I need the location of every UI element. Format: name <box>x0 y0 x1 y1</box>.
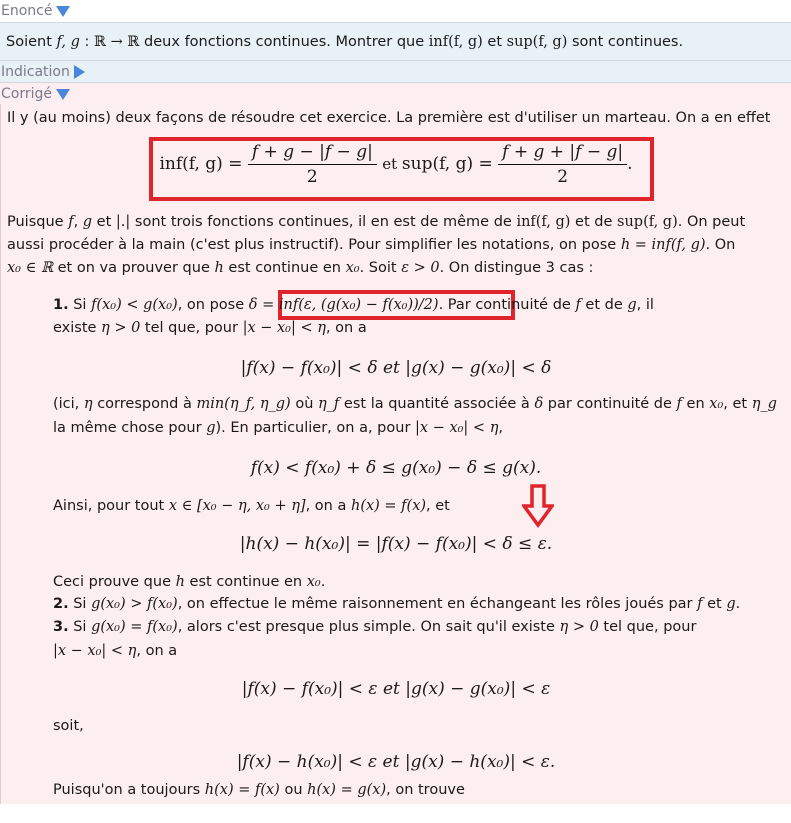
math: h <box>214 260 224 276</box>
text: . <box>320 574 326 590</box>
triangle-down-icon[interactable] <box>56 89 70 100</box>
math: η_g <box>751 396 777 412</box>
text: et de <box>570 214 618 230</box>
math: δ <box>534 396 544 412</box>
text: aussi procéder à la main (c'est plus instructif). Pour simplifier les notations, on pose <box>7 237 621 253</box>
math: f <box>575 297 581 313</box>
text: Puisque <box>7 214 69 230</box>
text: et <box>92 214 116 230</box>
text: Puisqu'on a toujours <box>53 782 205 798</box>
text: et <box>482 34 507 50</box>
indication-header[interactable] <box>0 60 791 82</box>
text: Si <box>68 596 92 612</box>
math: f <box>676 396 682 412</box>
equation-3: |h(x) − h(x₀)| = |f(x) − f(x₀)| < δ ≤ ε. <box>239 534 553 554</box>
text: ou <box>279 782 308 798</box>
math: x₀ <box>345 260 360 276</box>
math: ε > 0 <box>401 260 440 276</box>
text: deux fonctions continues. Montrer que <box>139 34 429 50</box>
numerator: f + g − |f − g| <box>248 142 377 165</box>
arrow-down-icon <box>522 484 554 528</box>
math: x₀ <box>306 574 321 590</box>
enonce-label[interactable]: Enoncé <box>1 3 53 19</box>
text: . On peut <box>677 214 746 230</box>
text: sont trois fonctions continues, il en est de même de <box>130 214 517 230</box>
math: min(η_f, η_g) <box>196 396 291 412</box>
text: , et <box>426 498 450 514</box>
math: g(x₀) = f(x₀) <box>91 619 178 635</box>
text: . Soit <box>359 260 402 276</box>
text: ). En particulier, on a, pour <box>215 420 416 436</box>
text: , <box>73 214 83 230</box>
case-1-line-3 <box>53 396 777 412</box>
math: |.| <box>115 214 131 230</box>
text: , alors c'est presque plus simple. On sait qu'il existe <box>177 619 560 635</box>
text: et <box>702 596 727 612</box>
case-1-line-5 <box>53 498 450 514</box>
triangle-down-icon[interactable] <box>56 6 70 17</box>
para-1 <box>7 214 745 230</box>
math: g <box>206 420 216 436</box>
math: η > 0 <box>559 619 599 635</box>
denominator: 2 <box>306 167 318 187</box>
math: x ∈ [x₀ − η, x₀ + η] <box>168 498 306 514</box>
math: f(x₀) < g(x₀) <box>91 297 178 313</box>
formula-inf-sup <box>1 142 791 187</box>
text: , on a <box>305 498 351 514</box>
math: η <box>83 396 93 412</box>
case-3-line-1 <box>53 619 696 635</box>
math: inf(f, g) = <box>159 154 248 174</box>
text: en <box>681 396 710 412</box>
corrige-body <box>0 104 791 804</box>
equation-1: |f(x) − f(x₀)| < δ et |g(x) − g(x₀)| < δ <box>240 358 552 378</box>
equation-5: |f(x) − h(x₀)| < ε et |g(x) − h(x₀)| < ε. <box>236 752 556 772</box>
math: g <box>726 596 736 612</box>
math: inf(f, g) <box>516 214 571 230</box>
list-number: 1. <box>53 297 69 313</box>
text: est continue en <box>223 260 346 276</box>
text: . On distingue 3 cas : <box>439 260 594 276</box>
math: g(x₀) > f(x₀) <box>91 596 178 612</box>
math: |x − x₀| < η <box>53 643 137 659</box>
math: ℝ → ℝ <box>93 34 140 50</box>
fraction <box>248 142 377 187</box>
case-1-line-4 <box>53 420 503 436</box>
para-3 <box>7 260 593 276</box>
math: g <box>627 297 637 313</box>
indication-label[interactable]: Indication <box>1 64 70 80</box>
math: sup(f, g) <box>506 34 568 50</box>
intro-text: Il y (au moins) deux façons de résoudre cet exercice. La première est d'utiliser un marteau. On a en effet <box>7 110 771 126</box>
math: η > 0 <box>101 320 141 336</box>
math: sup(f, g) <box>617 214 678 230</box>
enonce-body <box>0 22 791 60</box>
text: . Par continuité de <box>438 297 576 313</box>
text: sont continues. <box>567 34 684 50</box>
text: est la quantité associée à <box>339 396 535 412</box>
text: tel que, pour <box>140 320 243 336</box>
text: où <box>290 396 318 412</box>
math: h(x) = f(x) <box>350 498 427 514</box>
text: Ainsi, pour tout <box>53 498 169 514</box>
list-number: 2. <box>53 596 69 612</box>
math: f <box>68 214 74 230</box>
enonce-header[interactable] <box>0 0 791 22</box>
denominator: 2 <box>557 167 569 187</box>
corrige-label[interactable]: Corrigé <box>1 86 52 102</box>
math: g <box>82 214 93 230</box>
para-2 <box>7 237 735 253</box>
text: la même chose pour <box>53 420 207 436</box>
enonce-text: Soient <box>6 34 57 50</box>
math: f <box>697 596 703 612</box>
numerator: f + g + |f − g| <box>498 142 627 165</box>
math: f, g <box>56 34 80 50</box>
text: . On <box>705 237 736 253</box>
text: , <box>498 420 503 436</box>
soit-text: soit, <box>53 718 84 734</box>
case-1-line-6 <box>53 574 325 590</box>
text: Si <box>68 297 92 313</box>
text: , il <box>636 297 654 313</box>
text: , et <box>723 396 752 412</box>
text: et <box>382 155 402 173</box>
text: . <box>735 596 741 612</box>
math: x₀ <box>709 396 724 412</box>
math: |x − x₀| < η <box>415 420 499 436</box>
text: par continuité de <box>543 396 677 412</box>
text: , on effectue le même raisonnement en échangeant les rôles joués par <box>177 596 698 612</box>
case-2-line <box>53 596 740 612</box>
math: h <box>175 574 185 590</box>
fraction <box>498 142 627 187</box>
text: , on trouve <box>386 782 465 798</box>
text: , on a <box>136 643 178 659</box>
text: tel que, pour <box>598 619 697 635</box>
equation-4: |f(x) − f(x₀)| < ε et |g(x) − g(x₀)| < ε <box>241 679 551 699</box>
math: sup(f, g) = <box>401 154 499 174</box>
text: et de <box>580 297 628 313</box>
text: et on va prouver que <box>53 260 215 276</box>
math: η_f <box>318 396 340 412</box>
case-3-line-2 <box>53 643 177 659</box>
text: : <box>79 34 94 50</box>
case-1-line-1 <box>53 297 654 313</box>
math: h(x) = f(x) <box>204 782 280 798</box>
triangle-right-icon[interactable] <box>74 65 85 79</box>
text: est continue en <box>184 574 307 590</box>
last-line <box>53 782 465 798</box>
math: inf(f, g) <box>428 34 483 50</box>
math: h(x) = g(x) <box>307 782 387 798</box>
text: Ceci prouve que <box>53 574 176 590</box>
equation-2: f(x) < f(x₀) + δ ≤ g(x₀) − δ ≤ g(x). <box>250 458 542 478</box>
math: |x − x₀| < η <box>242 320 326 336</box>
text: existe <box>53 320 102 336</box>
math: x₀ ∈ ℝ <box>7 260 53 276</box>
text: , on pose <box>177 297 249 313</box>
text: correspond à <box>92 396 197 412</box>
text: , on a <box>325 320 367 336</box>
text: (ici, <box>53 396 84 412</box>
math: δ = inf(ε, (g(x₀) − f(x₀))/2) <box>248 297 439 313</box>
list-number: 3. <box>53 619 69 635</box>
case-1-line-2 <box>53 320 367 336</box>
math: h = inf(f, g) <box>620 237 706 253</box>
text: Si <box>68 619 92 635</box>
corrige-header[interactable] <box>0 82 791 104</box>
math: . <box>627 154 633 174</box>
